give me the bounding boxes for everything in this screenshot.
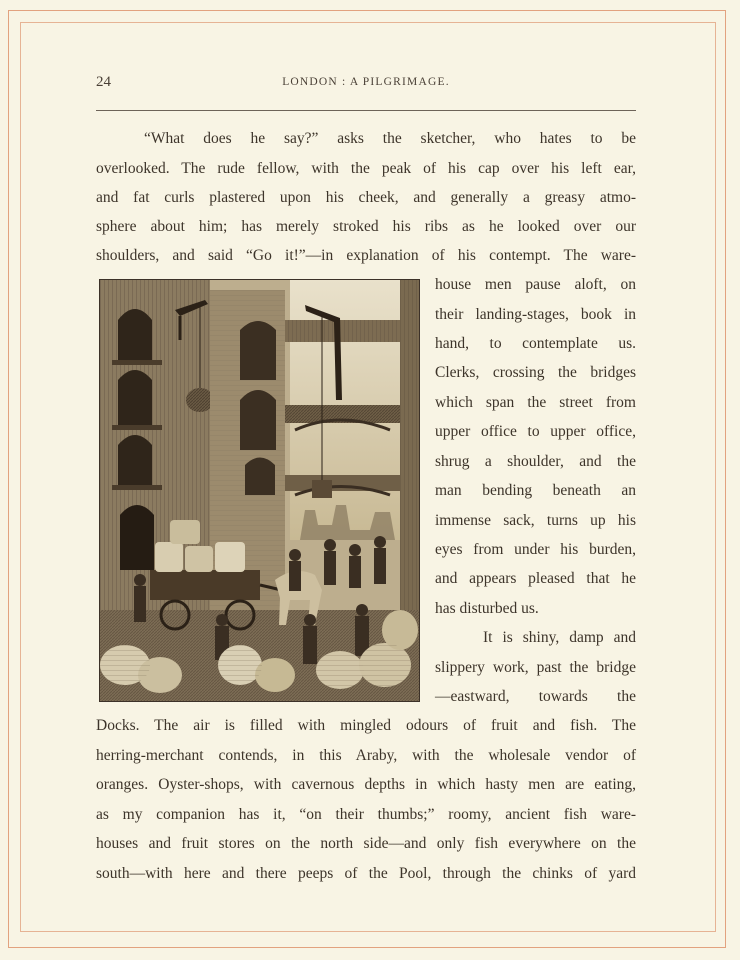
text-line: upper office to upper office, xyxy=(435,423,636,440)
text-line: Clerks, crossing the bridges xyxy=(435,364,636,381)
text-line: hand, to contemplate us. xyxy=(435,335,636,352)
text-line: It is shiny, damp and xyxy=(483,629,636,646)
text-line: overlooked. The rude fellow, with the peak of his cap over his left ear, xyxy=(96,160,636,177)
text-line: and fat curls plastered upon his cheek, and generally a greasy atmo- xyxy=(96,189,636,206)
text-line: has disturbed us. xyxy=(435,600,539,617)
running-title: LONDON : A PILGRIMAGE. xyxy=(282,76,450,88)
text-line: slippery work, past the bridge xyxy=(435,659,636,676)
text-line: shrug a shoulder, and the xyxy=(435,453,636,470)
text-line: which span the street from xyxy=(435,394,636,411)
text-line: eyes from under his burden, xyxy=(435,541,636,558)
text-line: oranges. Oyster-shops, with cavernous depths in which hasty men are eating, xyxy=(96,776,636,793)
text-line: herring-merchant contends, in this Araby, with the wholesale vendor of xyxy=(96,747,636,764)
text-line: sphere about him; has merely stroked his ribs as he looked over our xyxy=(96,218,636,235)
text-line: man bending beneath an xyxy=(435,482,636,499)
text-line: their landing-stages, book in xyxy=(435,306,636,323)
text-line: houses and fruit stores on the north side—and only fish everywhere on the xyxy=(96,835,636,852)
text-line: shoulders, and said “Go it!”—in explanation of his contempt. The ware- xyxy=(96,247,636,264)
text-line: south—with here and there peeps of the Pool, through the chinks of yard xyxy=(96,865,636,882)
page-header xyxy=(96,72,636,96)
engraving-svg xyxy=(100,280,420,702)
text-line: Docks. The air is filled with mingled odours of fruit and fish. The xyxy=(96,717,636,734)
text-line: immense sack, turns up his xyxy=(435,512,636,529)
text-line: and appears pleased that he xyxy=(435,570,636,587)
text-line: —eastward, towards the xyxy=(435,688,636,705)
text-line: “What does he say?” asks the sketcher, who hates to be xyxy=(144,130,636,147)
header-rule xyxy=(96,110,636,111)
page-number: 24 xyxy=(96,74,111,90)
text-line: house men pause aloft, on xyxy=(435,276,636,293)
text-line: as my companion has it, “on their thumbs;” roomy, ancient fish ware- xyxy=(96,806,636,823)
engraving-illustration xyxy=(99,279,420,702)
